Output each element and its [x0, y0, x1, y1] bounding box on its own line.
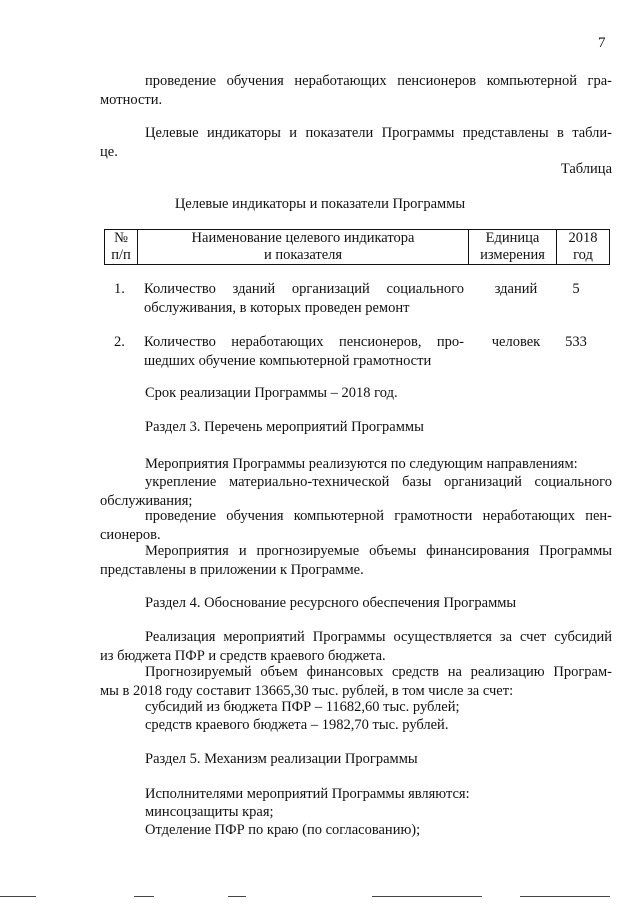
row-indicator: Количество неработающих пенсионеров, про- шедших обучение компьютерной грамотности [144, 334, 464, 369]
table-title: Целевые индикаторы и показатели Программы [174, 196, 466, 212]
paragraph-line: из бюджета ПФР и средств краевого бюджета. [100, 648, 386, 664]
row-number: 2. [114, 334, 125, 350]
section-3-paragraph [100, 507, 612, 545]
section-3-paragraph [100, 542, 612, 580]
section-5-paragraph: Отделение ПФР по краю (по согласованию); [145, 822, 421, 838]
program-term: Срок реализации Программы – 2018 год. [145, 385, 398, 401]
paragraph-line: Реализация мероприятий Программы осуществляется за счет субсидий [145, 629, 612, 645]
section-3-title: Раздел 3. Перечень мероприятий Программы [145, 419, 424, 435]
section-3-paragraph [100, 473, 612, 511]
header-indicator-name: Наименование целевого индикатора и показателя [138, 230, 469, 265]
paragraph-line: Целевые индикаторы и показатели Программы представлены в табли- [145, 125, 612, 141]
section-4-paragraph: средств краевого бюджета – 1982,70 тыс. рублей. [145, 717, 449, 733]
paragraph-line: обслуживания; [100, 493, 193, 509]
header-year: 2018 год [557, 230, 610, 265]
indicators-table-header [104, 229, 610, 265]
scan-edge-mark [0, 896, 36, 897]
page-number: 7 [598, 35, 606, 51]
section-4-title: Раздел 4. Обоснование ресурсного обеспечения Программы [145, 595, 517, 611]
section-5-paragraph: Исполнителями мероприятий Программы являются: [145, 786, 470, 802]
paragraph-line: Мероприятия и прогнозируемые объемы финансирования Программы [145, 543, 612, 559]
paragraph-line: представлены в приложении к Программе. [100, 562, 364, 578]
paragraph-line: проведение обучения компьютерной грамотности неработающих пен- [145, 508, 612, 524]
row-unit: зданий [494, 281, 538, 297]
section-4-paragraph [100, 663, 612, 701]
row-unit: человек [491, 334, 541, 350]
scan-edge-mark [228, 896, 246, 897]
table-label: Таблица [560, 161, 612, 177]
section-3-paragraph: Мероприятия Программы реализуются по следующим направлениям: [145, 456, 578, 472]
paragraph-line: мотности. [100, 92, 163, 108]
paragraph-line: це. [100, 144, 118, 160]
paragraph-line: мы в 2018 году составит 13665,30 тыс. рублей, в том числе за счет: [100, 683, 514, 699]
scan-edge-mark [372, 896, 482, 897]
section-4-paragraph [100, 628, 612, 666]
scan-edge-mark [520, 896, 610, 897]
paragraph-intro [100, 72, 612, 110]
row-value: 533 [565, 334, 587, 350]
paragraph-table-reference [100, 124, 612, 162]
paragraph-line: укрепление материально-технической базы организаций социального [145, 474, 612, 490]
header-unit: Единица измерения [469, 230, 557, 265]
section-4-paragraph: субсидий из бюджета ПФР – 11682,60 тыс. рублей; [145, 699, 460, 715]
scan-edge-mark [134, 896, 154, 897]
header-number: № п/п [105, 230, 138, 265]
row-indicator: Количество зданий организаций социального обслуживания, в которых проведен ремонт [144, 281, 464, 316]
paragraph-line: проведение обучения неработающих пенсионеров компьютерной гра- [145, 73, 612, 89]
row-number: 1. [114, 281, 125, 297]
row-value: 5 [572, 281, 580, 297]
section-5-title: Раздел 5. Механизм реализации Программы [145, 751, 418, 767]
paragraph-line: Прогнозируемый объем финансовых средств на реализацию Програм- [145, 664, 612, 680]
paragraph-line: сионеров. [100, 527, 161, 543]
section-5-paragraph: минсоцзащиты края; [145, 804, 274, 820]
